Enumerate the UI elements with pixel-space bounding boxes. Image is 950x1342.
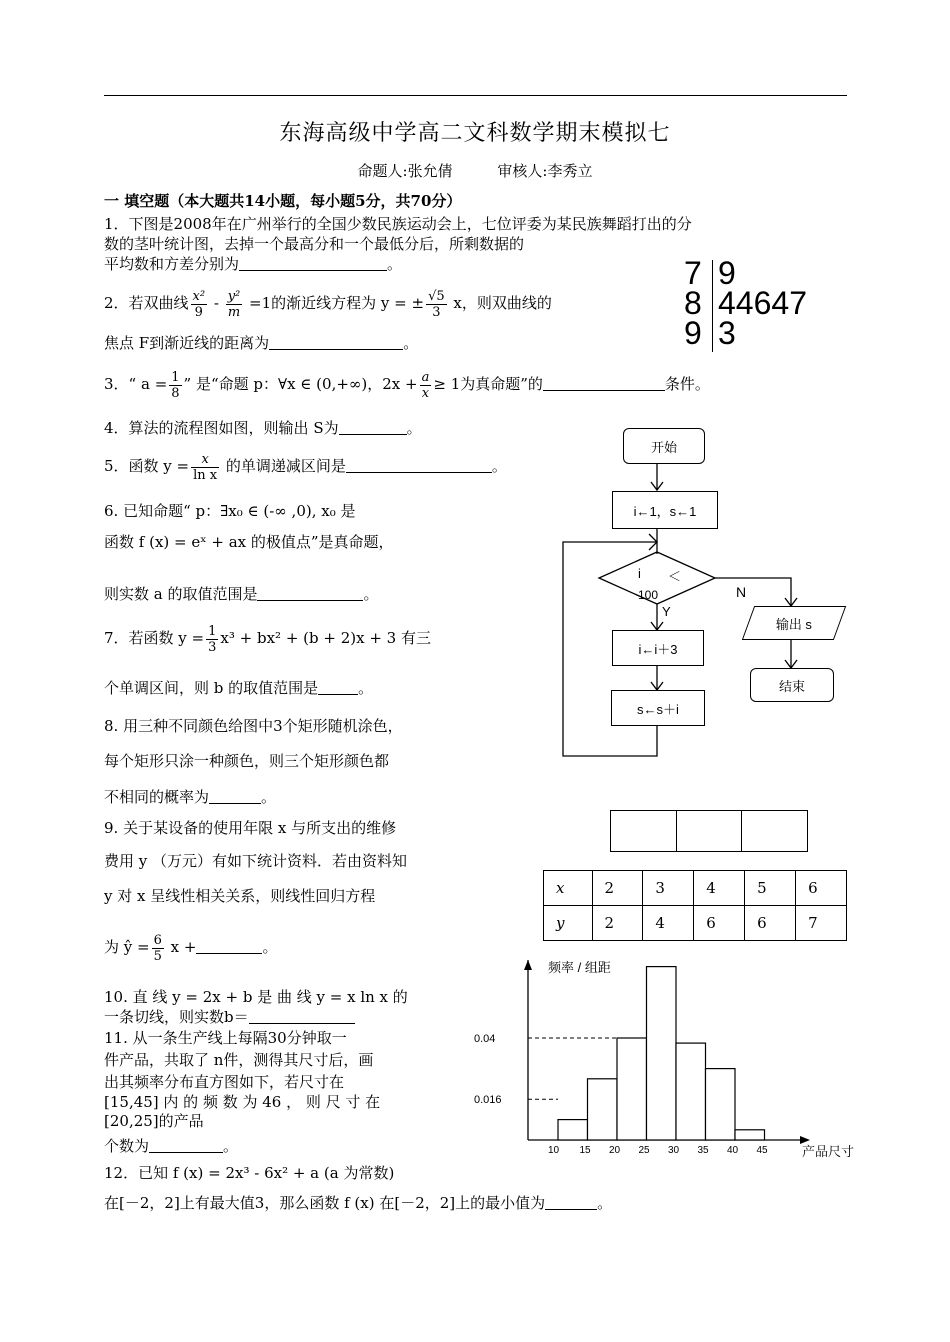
q9-line1: 9. 关于某设备的使用年限 x 与所支出的维修 (104, 819, 397, 837)
flow-step-i: i←i＋3 (612, 630, 704, 666)
answer-blank[interactable] (249, 1009, 355, 1024)
q12-line2: 在[－2，2]上有最大值3，那么函数 f (x) 在[－2，2]上的最小值为 。 (104, 1194, 613, 1212)
q9-line4: 为 ŷ = $\frac{6}{5}$ x + 。 (104, 932, 278, 964)
q6-line2: 函数 f (x) = eˣ + ax 的极值点”是真命题， (104, 533, 394, 551)
q10-line1: 10. 直 线 y = 2x + b 是 曲 线 y = x ln x 的 (104, 988, 408, 1006)
x-axis-label: 产品尺寸 (802, 1144, 855, 1159)
flow-init: i←1，s←1 (612, 491, 718, 529)
q11-line6: 个数为 。 (104, 1137, 239, 1155)
flow-step-s: s←s＋i (611, 690, 705, 726)
rectangle (677, 811, 743, 851)
x-tick-label: 40 (727, 1145, 739, 1156)
table-cell: 4 (694, 871, 745, 906)
authors-line (0, 160, 950, 181)
answer-blank[interactable] (346, 458, 492, 473)
q3-line: 3．“ a = $\frac{1}{8}$ ” 是“命题 p：∀x ∈ (0,+∞)，2x + $\frac{a}{x}$ ≥ 1为真命题”的 条件。 (104, 369, 710, 401)
q7-line1: 7．若函数 y = $\frac{1}{3}$ x³ + bx² + (b + 2)x + 3 有三 (104, 623, 431, 655)
flow-cond-op: ＜ (668, 569, 682, 584)
q6-line1: 6. 已知命题“ p：∃x₀ ∈ (-∞ ,0), x₀ 是 (104, 502, 356, 520)
x-tick-label: 45 (756, 1145, 768, 1156)
q11-line4: [15,45] 内 的 频 数 为 46 ， 则 尺 寸 在 (104, 1093, 381, 1111)
flow-end: 结束 (750, 668, 834, 702)
table-cell: 6 (694, 906, 745, 941)
three-rectangles (610, 810, 808, 852)
table-row (544, 906, 847, 941)
y-axis-label: 频率 / 组距 (548, 960, 611, 975)
q11-line2: 件产品，共取了 n件，测得其尺寸后，画 (104, 1051, 374, 1069)
x-tick-label: 30 (668, 1145, 680, 1156)
q8-line1: 8. 用三种不同颜色给图中3个矩形随机涂色， (104, 717, 403, 735)
q1-line2: 数的茎叶统计图，去掉一个最高分和一个最低分后，所剩数据的 (104, 235, 525, 253)
y-axis-arrow (524, 960, 532, 970)
flow-cond-var: i (638, 566, 641, 581)
page-title: 东海高级中学高二文科数学期末模拟七 (279, 121, 671, 146)
answer-blank[interactable] (196, 939, 262, 954)
x-tick-label: 15 (579, 1145, 591, 1156)
table-cell: y (544, 906, 593, 941)
table-cell: 5 (745, 871, 796, 906)
x-tick-label: 25 (638, 1145, 650, 1156)
q11-line5: [20,25]的产品 (104, 1112, 204, 1130)
reviewer: 审核人:李秀立 (497, 162, 593, 180)
flowchart-lines (555, 420, 875, 765)
flow-start: 开始 (623, 428, 705, 464)
flow-yes-label: Y (662, 604, 671, 619)
q9-line3: y 对 x 呈线性相关关系，则线性回归方程 (104, 887, 376, 905)
q1-line1: 1．下图是2008年在广州举行的全国少数民族运动会上，七位评委为某民族舞蹈打出的分 (104, 215, 692, 233)
top-rule (104, 95, 847, 96)
table-cell: x (544, 871, 593, 906)
author: 命题人:张允倩 (357, 162, 453, 180)
x-tick-label: 20 (609, 1145, 621, 1156)
answer-blank[interactable] (318, 680, 358, 695)
table-cell: 2 (592, 906, 643, 941)
data-table (543, 870, 847, 941)
q7-line2: 个单调区间，则 b 的取值范围是 。 (104, 679, 374, 697)
y-tick-label: 0.016 (474, 1094, 502, 1107)
q11-line3: 出其频率分布直方图如下，若尺寸在 (104, 1073, 345, 1091)
rectangle (611, 811, 677, 851)
x-tick-label: 10 (548, 1145, 560, 1156)
section-heading: 一 填空题（本大题共14小题，每小题5分，共70分） (104, 192, 462, 210)
table-cell: 2 (592, 871, 643, 906)
y-tick-label: 0.04 (474, 1033, 496, 1045)
histogram-chart (470, 950, 880, 1165)
answer-blank[interactable] (269, 335, 403, 350)
histogram-bar (588, 1079, 618, 1140)
table-cell: 3 (643, 871, 694, 906)
q8-line3: 不相同的概率为 。 (104, 788, 277, 806)
q11-line1: 11. 从一条生产线上每隔30分钟取一 (104, 1029, 347, 1047)
table-cell: 7 (796, 906, 847, 941)
x-axis-arrow (800, 1136, 810, 1144)
table-row (544, 871, 847, 906)
answer-blank[interactable] (545, 1195, 597, 1210)
stem-leaf-plot: 7 9 8 44647 9 3 (684, 255, 807, 351)
x-tick-label: 35 (697, 1145, 709, 1156)
table-cell: 6 (745, 906, 796, 941)
q4-line: 4．算法的流程图如图，则输出 S为 。 (104, 419, 422, 437)
q12-line1: 12．已知 f (x) = 2x³ - 6x² + a (a 为常数) (104, 1164, 395, 1182)
answer-blank[interactable] (257, 586, 363, 601)
histogram-bar (647, 967, 677, 1140)
table-cell: 6 (796, 871, 847, 906)
flow-output: 输出 s (742, 606, 846, 640)
answer-blank[interactable] (543, 376, 665, 391)
q10-line2: 一条切线，则实数b＝ (104, 1007, 355, 1027)
histogram-bar (706, 1069, 736, 1140)
histogram-bar (558, 1120, 588, 1140)
histogram-bar (617, 1038, 647, 1140)
q6-line3: 则实数 a 的取值范围是 。 (104, 585, 379, 603)
answer-blank[interactable] (239, 256, 387, 271)
answer-blank[interactable] (149, 1138, 223, 1153)
q9-line2: 费用 y （万元）有如下统计资料．若由资料知 (104, 852, 408, 870)
q8-line2: 每个矩形只涂一种颜色，则三个矩形颜色都 (104, 752, 390, 770)
histogram-bar (676, 1043, 706, 1140)
answer-blank[interactable] (339, 420, 407, 435)
flow-cond-limit: 100 (638, 588, 659, 602)
table-cell: 4 (643, 906, 694, 941)
q2-line1: 2．若双曲线 $\frac{\text{x²}}{9}$ - $\frac{\text{y²}}{m}$ =1的渐近线方程为 y = ± $\frac{√5}{3}$ x，则双曲线的 (104, 288, 552, 320)
q5-line: 5．函数 y = $\frac{x}{\text{ln x}}$ 的单调递减区间是 。 (104, 451, 507, 483)
q2-line2: 焦点 F到渐近线的距离为 。 (104, 334, 419, 352)
q1-line3: 平均数和方差分别为 。 (104, 255, 403, 273)
flow-no-label: N (736, 584, 747, 600)
histogram-bar (735, 1130, 765, 1140)
rectangle (742, 811, 807, 851)
answer-blank[interactable] (209, 789, 261, 804)
